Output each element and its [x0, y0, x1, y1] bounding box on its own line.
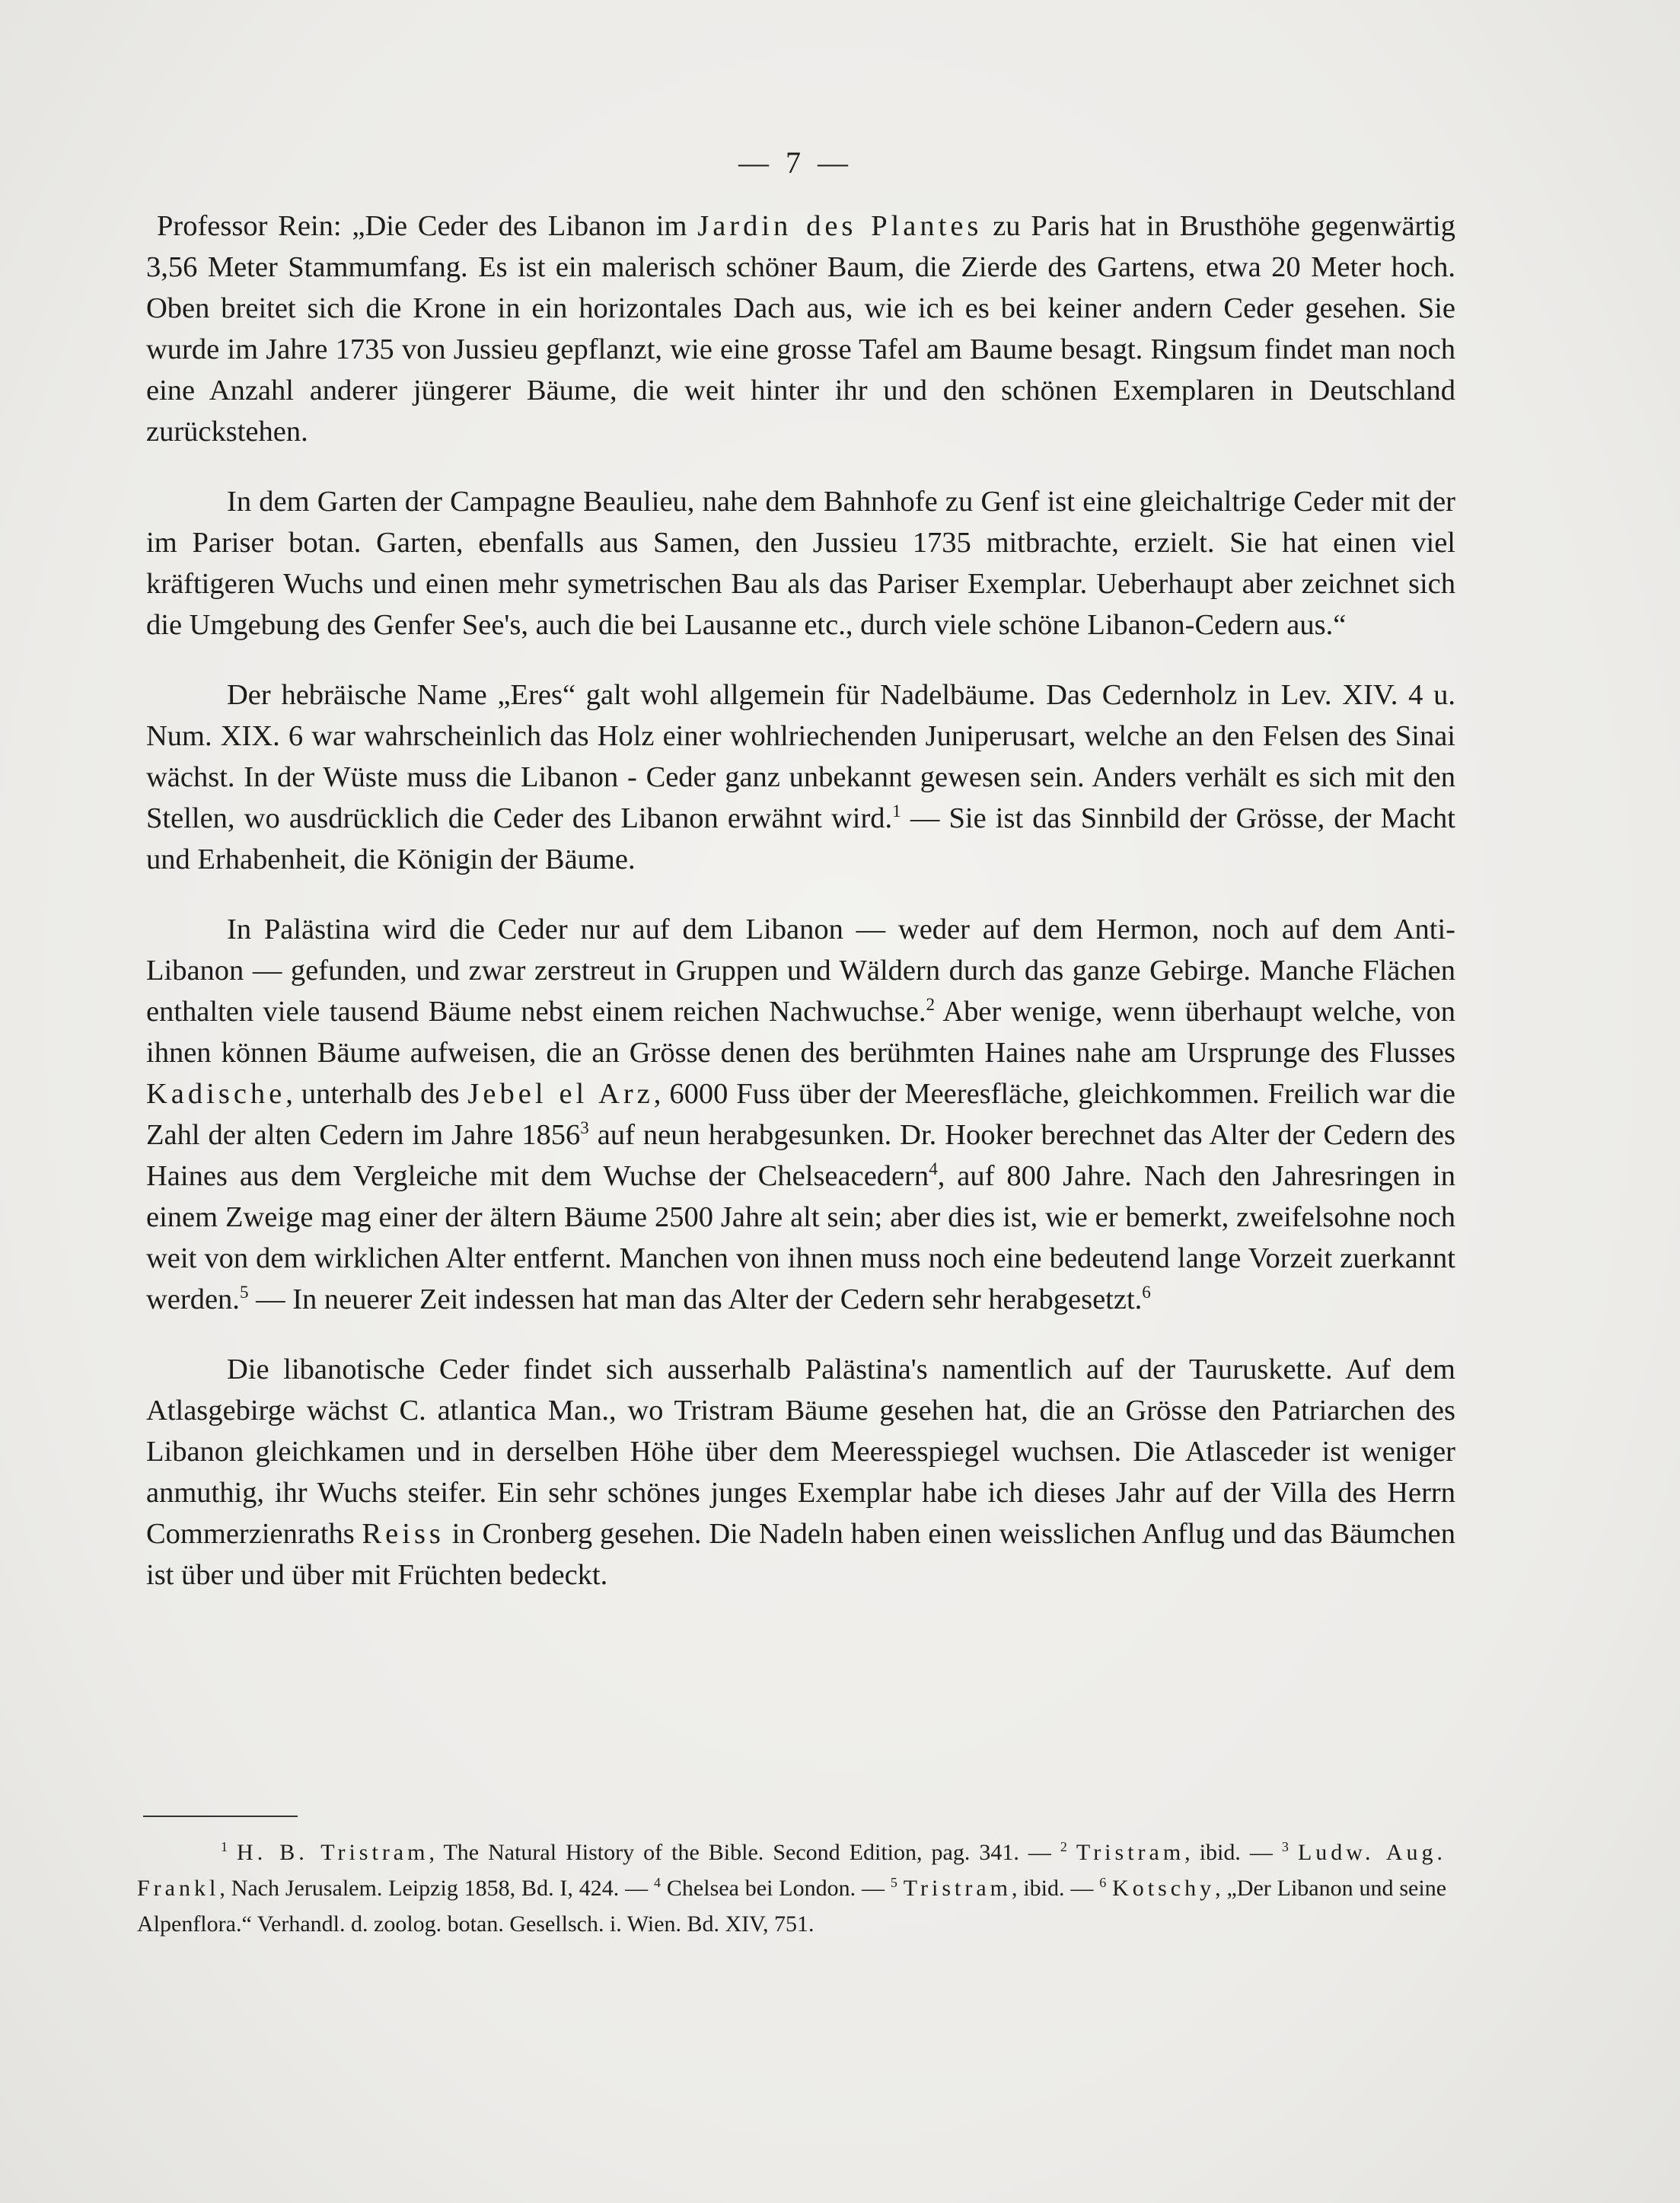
- main-text: [146, 206, 1455, 1596]
- footnote-number-6: 6: [1099, 1875, 1107, 1890]
- footnote-number-3: 3: [1281, 1839, 1289, 1854]
- footnote-ref-3: 3: [580, 1117, 589, 1138]
- paragraph-2-text: In dem Garten der Campagne Beaulieu, nahe dem Bahnhofe zu Genf ist eine gleichaltrige Ceder mit der im Pariser botan. Garten, ebenfalls aus Samen, den Jussieu 1735 mitbrachte, erzielt. Sie hat einen viel kräftigeren Wuchs und einen mehr symetrischen Bau als das Pariser Exemplar. Ueberhaupt aber zeichnet sich die Umgebung des Genfer See's, auch die bei Lausanne etc., durch viele schöne Libanon-Cedern aus.“: [146, 486, 1455, 641]
- paragraph-4-text-g: — In neuerer Zeit indessen hat man das Alter der Cedern sehr herabgesetzt.: [248, 1283, 1143, 1315]
- footnote-6-text: , „Der Libanon und seine Alpenflora.“ Verhandl. d. zoolog. botan. Gesellsch. i. Wien. Bd. XIV, 751.: [137, 1876, 1447, 1937]
- footnotes: [137, 1835, 1446, 1942]
- footnote-3-author: Ludw. Aug. Frankl: [137, 1840, 1447, 1901]
- footnote-6-author: Kotschy: [1112, 1876, 1216, 1901]
- spaced-term-jardin: Jardin des Plantes: [697, 210, 983, 242]
- paragraph-4: [146, 909, 1455, 1320]
- spaced-term-jebel-el-arz: Jebel el Arz: [467, 1078, 654, 1110]
- footnote-ref-5: 5: [239, 1282, 249, 1302]
- paragraph-4-text-f: , auf 800 Jahre. Nach den Jahresringen in einem Zweige mag einer der ältern Bäume 2500 Jahre alt sein; aber dies ist, wie er bemerkt, zweifelsohne noch weit von dem wirklichen Alter entfernt. Manchen von ihnen muss noch eine bedeutend lange Vorzeit zuerkannt werden.: [146, 1160, 1455, 1315]
- paragraph-1-rest: zu Paris hat in Brusthöhe gegenwärtig 3,56 Meter Stammumfang. Es ist ein malerisch schöner Baum, die Zierde des Gartens, etwa 20 Meter hoch. Oben breitet sich die Krone in ein horizontales Dach aus, wie ich es bei keiner andern Ceder gesehen. Sie wurde im Jahre 1735 von Jussieu gepflanzt, wie eine grosse Tafel am Baume besagt. Ringsum findet man noch eine Anzahl anderer jüngerer Bäume, die weit hinter ihr und den schönen Exemplaren in Deutschland zurückstehen.: [146, 210, 1456, 448]
- paragraph-3-rest: — Sie ist das Sinnbild der Grösse, der Macht und Erhabenheit, die Königin der Bäume.: [146, 802, 1456, 875]
- footnote-number-4: 4: [654, 1875, 661, 1890]
- paragraph-4-text-a: In Palästina wird die Ceder nur auf dem Libanon — weder auf dem Hermon, noch auf dem Anti-Libanon — gefunden, und zwar zerstreut in Gruppen und Wäldern durch das ganze Gebirge. Manche Flächen enthalten viele tausend Bäume nebst einem reichen Nachwuchse.: [146, 913, 1455, 1028]
- footnote-ref-1: 1: [892, 801, 901, 821]
- paragraph-4-text-c: , unterhalb des: [285, 1078, 468, 1110]
- footnote-2-text: , ibid. —: [1184, 1840, 1282, 1865]
- paragraph-5-rest: in Cronberg gesehen. Die Nadeln haben einen weisslichen Anflug und das Bäumchen ist über und über mit Früchten bedeckt.: [146, 1518, 1455, 1591]
- paragraph-4-text-b: Aber wenige, wenn überhaupt welche, von ihnen können Bäume aufweisen, die an Grösse denen des berühmten Haines nahe am Ursprunge des Flusses: [146, 996, 1455, 1069]
- footnote-ref-2: 2: [926, 994, 936, 1015]
- footnote-2-author: Tristram: [1076, 1840, 1185, 1865]
- footnote-number-2: 2: [1060, 1839, 1067, 1854]
- footnote-ref-4: 4: [929, 1159, 938, 1179]
- page-number: — 7 —: [738, 145, 853, 180]
- footnote-4-text: Chelsea bei London. —: [661, 1876, 891, 1901]
- paragraph-5-text: Die libanotische Ceder findet sich ausserhalb Palästina's namentlich auf der Tauruskette. Auf dem Atlasgebirge wächst C. atlantica Man., wo Tristram Bäume gesehen hat, die an Grösse den Patriarchen des Libanon gleichkamen und in derselben Höhe über dem Meeresspiegel wuchsen. Die Atlasceder ist weniger anmuthig, ihr Wuchs steifer. Ein sehr schönes junges Exemplar habe ich dieses Jahr auf der Villa des Herrn Commerzienraths: [146, 1353, 1455, 1550]
- paragraph-1-text: Professor Rein: „Die Ceder des Libanon im: [157, 210, 698, 242]
- footnote-5-text: , ibid. —: [1011, 1876, 1100, 1901]
- paragraph-2: [146, 481, 1455, 646]
- footnote-number-1: 1: [221, 1839, 228, 1854]
- spaced-term-kadische: Kadische: [146, 1078, 286, 1110]
- footnote-3-text: , Nach Jerusalem. Leipzig 1858, Bd. I, 424. —: [219, 1876, 655, 1901]
- paragraph-5: [146, 1349, 1455, 1596]
- paragraph-3: [146, 674, 1455, 880]
- paragraph-3-text: Der hebräische Name „Eres“ galt wohl allgemein für Nadelbäume. Das Cedernholz in Lev. XIV. 4 u. Num. XIX. 6 war wahrscheinlich das Holz einer wohlriechenden Juniperusart, welche an den Felsen des Sinai wächst. In der Wüste muss die Libanon - Ceder ganz unbekannt gewesen sein. Anders verhält es sich mit den Stellen, wo ausdrücklich die Ceder des Libanon erwähnt wird.: [146, 679, 1455, 834]
- footnote-number-5: 5: [890, 1875, 897, 1890]
- footnote-1-text: , The Natural History of the Bible. Second Edition, pag. 341. —: [429, 1840, 1060, 1865]
- paragraph-4-text-e: auf neun herabgesunken. Dr. Hooker berechnet das Alter der Cedern des Haines aus dem Vergleiche mit dem Wuchse der Chelseacedern: [146, 1119, 1455, 1192]
- paragraph-1: [146, 206, 1455, 452]
- paragraph-4-text-d: , 6000 Fuss über der Meeresfläche, gleichkommen. Freilich war die Zahl der alten Cedern im Jahre 1856: [146, 1078, 1455, 1151]
- footnote-divider: [143, 1816, 298, 1817]
- footnote-1-author: H. B. Tristram: [237, 1840, 429, 1865]
- footnote-ref-6: 6: [1142, 1282, 1151, 1302]
- footnote-5-author: Tristram: [903, 1876, 1012, 1901]
- spaced-term-reiss: Reiss: [362, 1518, 445, 1550]
